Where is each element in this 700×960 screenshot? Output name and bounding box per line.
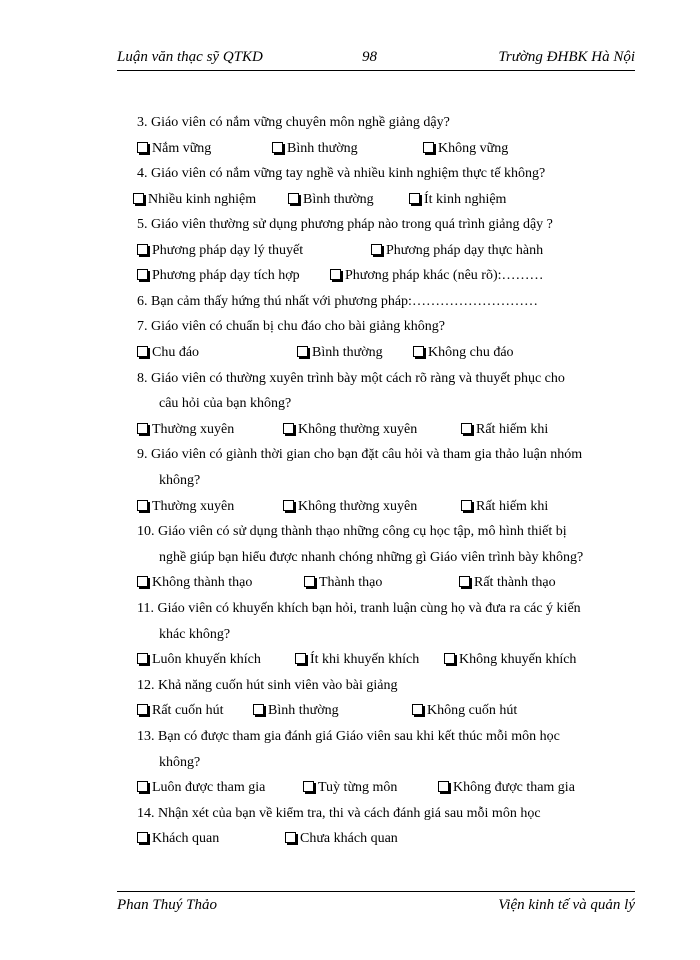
question-5: 5. Giáo viên thường sử dụng phương pháp nào trong quá trình giảng dậy ? [137,217,553,232]
checkbox-icon[interactable] [283,423,294,434]
option-binh-thuong[interactable]: Bình thường [297,344,383,362]
question-11-cont: khác không? [159,627,231,642]
checkbox-icon[interactable] [137,500,148,511]
checkbox-icon[interactable] [137,781,148,792]
option-thanh-thao[interactable]: Thành thạo [304,574,382,592]
option-thuong-xuyen[interactable]: Thường xuyên [137,421,234,439]
question-10-cont: nghề giúp bạn hiểu được nhanh chóng những gì Giáo viên trình bày không? [159,550,584,565]
option-nhieu-kinh-nghiem[interactable]: Nhiều kinh nghiệm [133,191,256,209]
checkbox-icon[interactable] [304,576,315,587]
option-rat-thanh-thao[interactable]: Rất thành thạo [459,574,556,592]
option-khong-vung[interactable]: Không vững [423,140,508,158]
option-khong-thanh-thao[interactable]: Không thành thạo [137,574,252,592]
option-khong-chu-dao[interactable]: Không chu đáo [413,344,514,362]
option-khong-thuong-xuyen[interactable]: Không thường xuyên [283,421,417,439]
option-khong-duoc-tham-gia[interactable]: Không được tham gia [438,779,575,797]
checkbox-icon[interactable] [461,500,472,511]
checkbox-icon[interactable] [459,576,470,587]
checkbox-icon[interactable] [283,500,294,511]
checkbox-icon[interactable] [330,269,341,280]
checkbox-icon[interactable] [137,269,148,280]
question-8-cont: câu hỏi của bạn không? [159,396,292,411]
option-rat-cuon-hut[interactable]: Rất cuốn hút [137,702,224,720]
checkbox-icon[interactable] [295,653,306,664]
question-8: 8. Giáo viên có thường xuyên trình bày một cách rõ ràng và thuyết phục cho [137,371,565,386]
checkbox-icon[interactable] [253,704,264,715]
option-khong-cuon-hut[interactable]: Không cuốn hút [412,702,517,720]
question-7: 7. Giáo viên có chuẩn bị chu đáo cho bài giảng không? [137,319,445,334]
option-pp-tich-hop[interactable]: Phương pháp dạy tích hợp [137,267,300,285]
question-6: 6. Bạn cảm thấy hứng thú nhất với phương pháp:……………………… [137,294,538,309]
question-13-cont: không? [159,755,201,770]
header-university: Trường ĐHBK Hà Nội [498,49,635,65]
checkbox-icon[interactable] [412,704,423,715]
question-11: 11. Giáo viên có khuyến khích bạn hỏi, tranh luận cùng họ và đưa ra các ý kiến [137,601,581,616]
question-3: 3. Giáo viên có nắm vững chuyên môn nghề giảng dậy? [137,115,450,130]
checkbox-icon[interactable] [137,423,148,434]
option-nam-vung[interactable]: Nắm vững [137,140,211,158]
option-chua-khach-quan[interactable]: Chưa khách quan [285,830,398,848]
question-12: 12. Khả năng cuốn hút sinh viên vào bài giảng [137,678,398,693]
question-9: 9. Giáo viên có giành thời gian cho bạn đặt câu hỏi và tham gia thảo luận nhóm [137,447,583,462]
option-luon-khuyen-khich[interactable]: Luôn khuyến khích [137,651,261,669]
option-luon-duoc-tham-gia[interactable]: Luôn được tham gia [137,779,265,797]
checkbox-icon[interactable] [137,346,148,357]
page-number: 98 [362,49,377,65]
option-pp-thuc-hanh[interactable]: Phương pháp dạy thực hành [371,242,543,260]
option-it-kinh-nghiem[interactable]: Ít kinh nghiệm [409,191,506,209]
option-chu-dao[interactable]: Chu đáo [137,344,199,362]
option-it-khi-khuyen-khich[interactable]: Ít khi khuyến khích [295,651,419,669]
checkbox-icon[interactable] [137,244,148,255]
option-binh-thuong[interactable]: Bình thường [272,140,358,158]
checkbox-icon[interactable] [409,193,420,204]
checkbox-icon[interactable] [285,832,296,843]
option-rat-hiem-khi[interactable]: Rất hiếm khi [461,498,548,516]
checkbox-icon[interactable] [137,142,148,153]
question-4: 4. Giáo viên có nắm vững tay nghề và nhiều kinh nghiệm thực tế không? [137,166,546,181]
checkbox-icon[interactable] [303,781,314,792]
option-tuy-tung-mon[interactable]: Tuỳ từng môn [303,779,397,797]
checkbox-icon[interactable] [137,653,148,664]
option-binh-thuong[interactable]: Bình thường [288,191,374,209]
option-khong-khuyen-khich[interactable]: Không khuyến khích [444,651,576,669]
option-pp-khac[interactable]: Phương pháp khác (nêu rõ):……… [330,267,544,285]
checkbox-icon[interactable] [137,832,148,843]
option-thuong-xuyen[interactable]: Thường xuyên [137,498,234,516]
option-rat-hiem-khi[interactable]: Rất hiếm khi [461,421,548,439]
checkbox-icon[interactable] [297,346,308,357]
header-thesis-title: Luận văn thạc sỹ QTKD [117,49,263,65]
footer-author: Phan Thuý Thảo [117,897,218,913]
checkbox-icon[interactable] [423,142,434,153]
option-pp-ly-thuyet[interactable]: Phương pháp dạy lý thuyết [137,242,303,260]
footer-institute: Viện kinh tế và quản lý [498,897,635,913]
question-14: 14. Nhận xét của bạn về kiểm tra, thi và cách đánh giá sau mỗi môn học [137,806,541,821]
checkbox-icon[interactable] [371,244,382,255]
option-khong-thuong-xuyen[interactable]: Không thường xuyên [283,498,417,516]
page-footer [117,891,635,913]
checkbox-icon[interactable] [133,193,144,204]
question-13: 13. Bạn có được tham gia đánh giá Giáo viên sau khi kết thúc mỗi môn học [137,729,560,744]
checkbox-icon[interactable] [413,346,424,357]
checkbox-icon[interactable] [288,193,299,204]
checkbox-icon[interactable] [444,653,455,664]
checkbox-icon[interactable] [272,142,283,153]
checkbox-icon[interactable] [137,576,148,587]
question-9-cont: không? [159,473,201,488]
checkbox-icon[interactable] [461,423,472,434]
option-binh-thuong[interactable]: Bình thường [253,702,339,720]
checkbox-icon[interactable] [137,704,148,715]
question-10: 10. Giáo viên có sử dụng thành thạo những công cụ học tập, mô hình thiết bị [137,524,567,539]
checkbox-icon[interactable] [438,781,449,792]
option-khach-quan[interactable]: Khách quan [137,830,219,848]
